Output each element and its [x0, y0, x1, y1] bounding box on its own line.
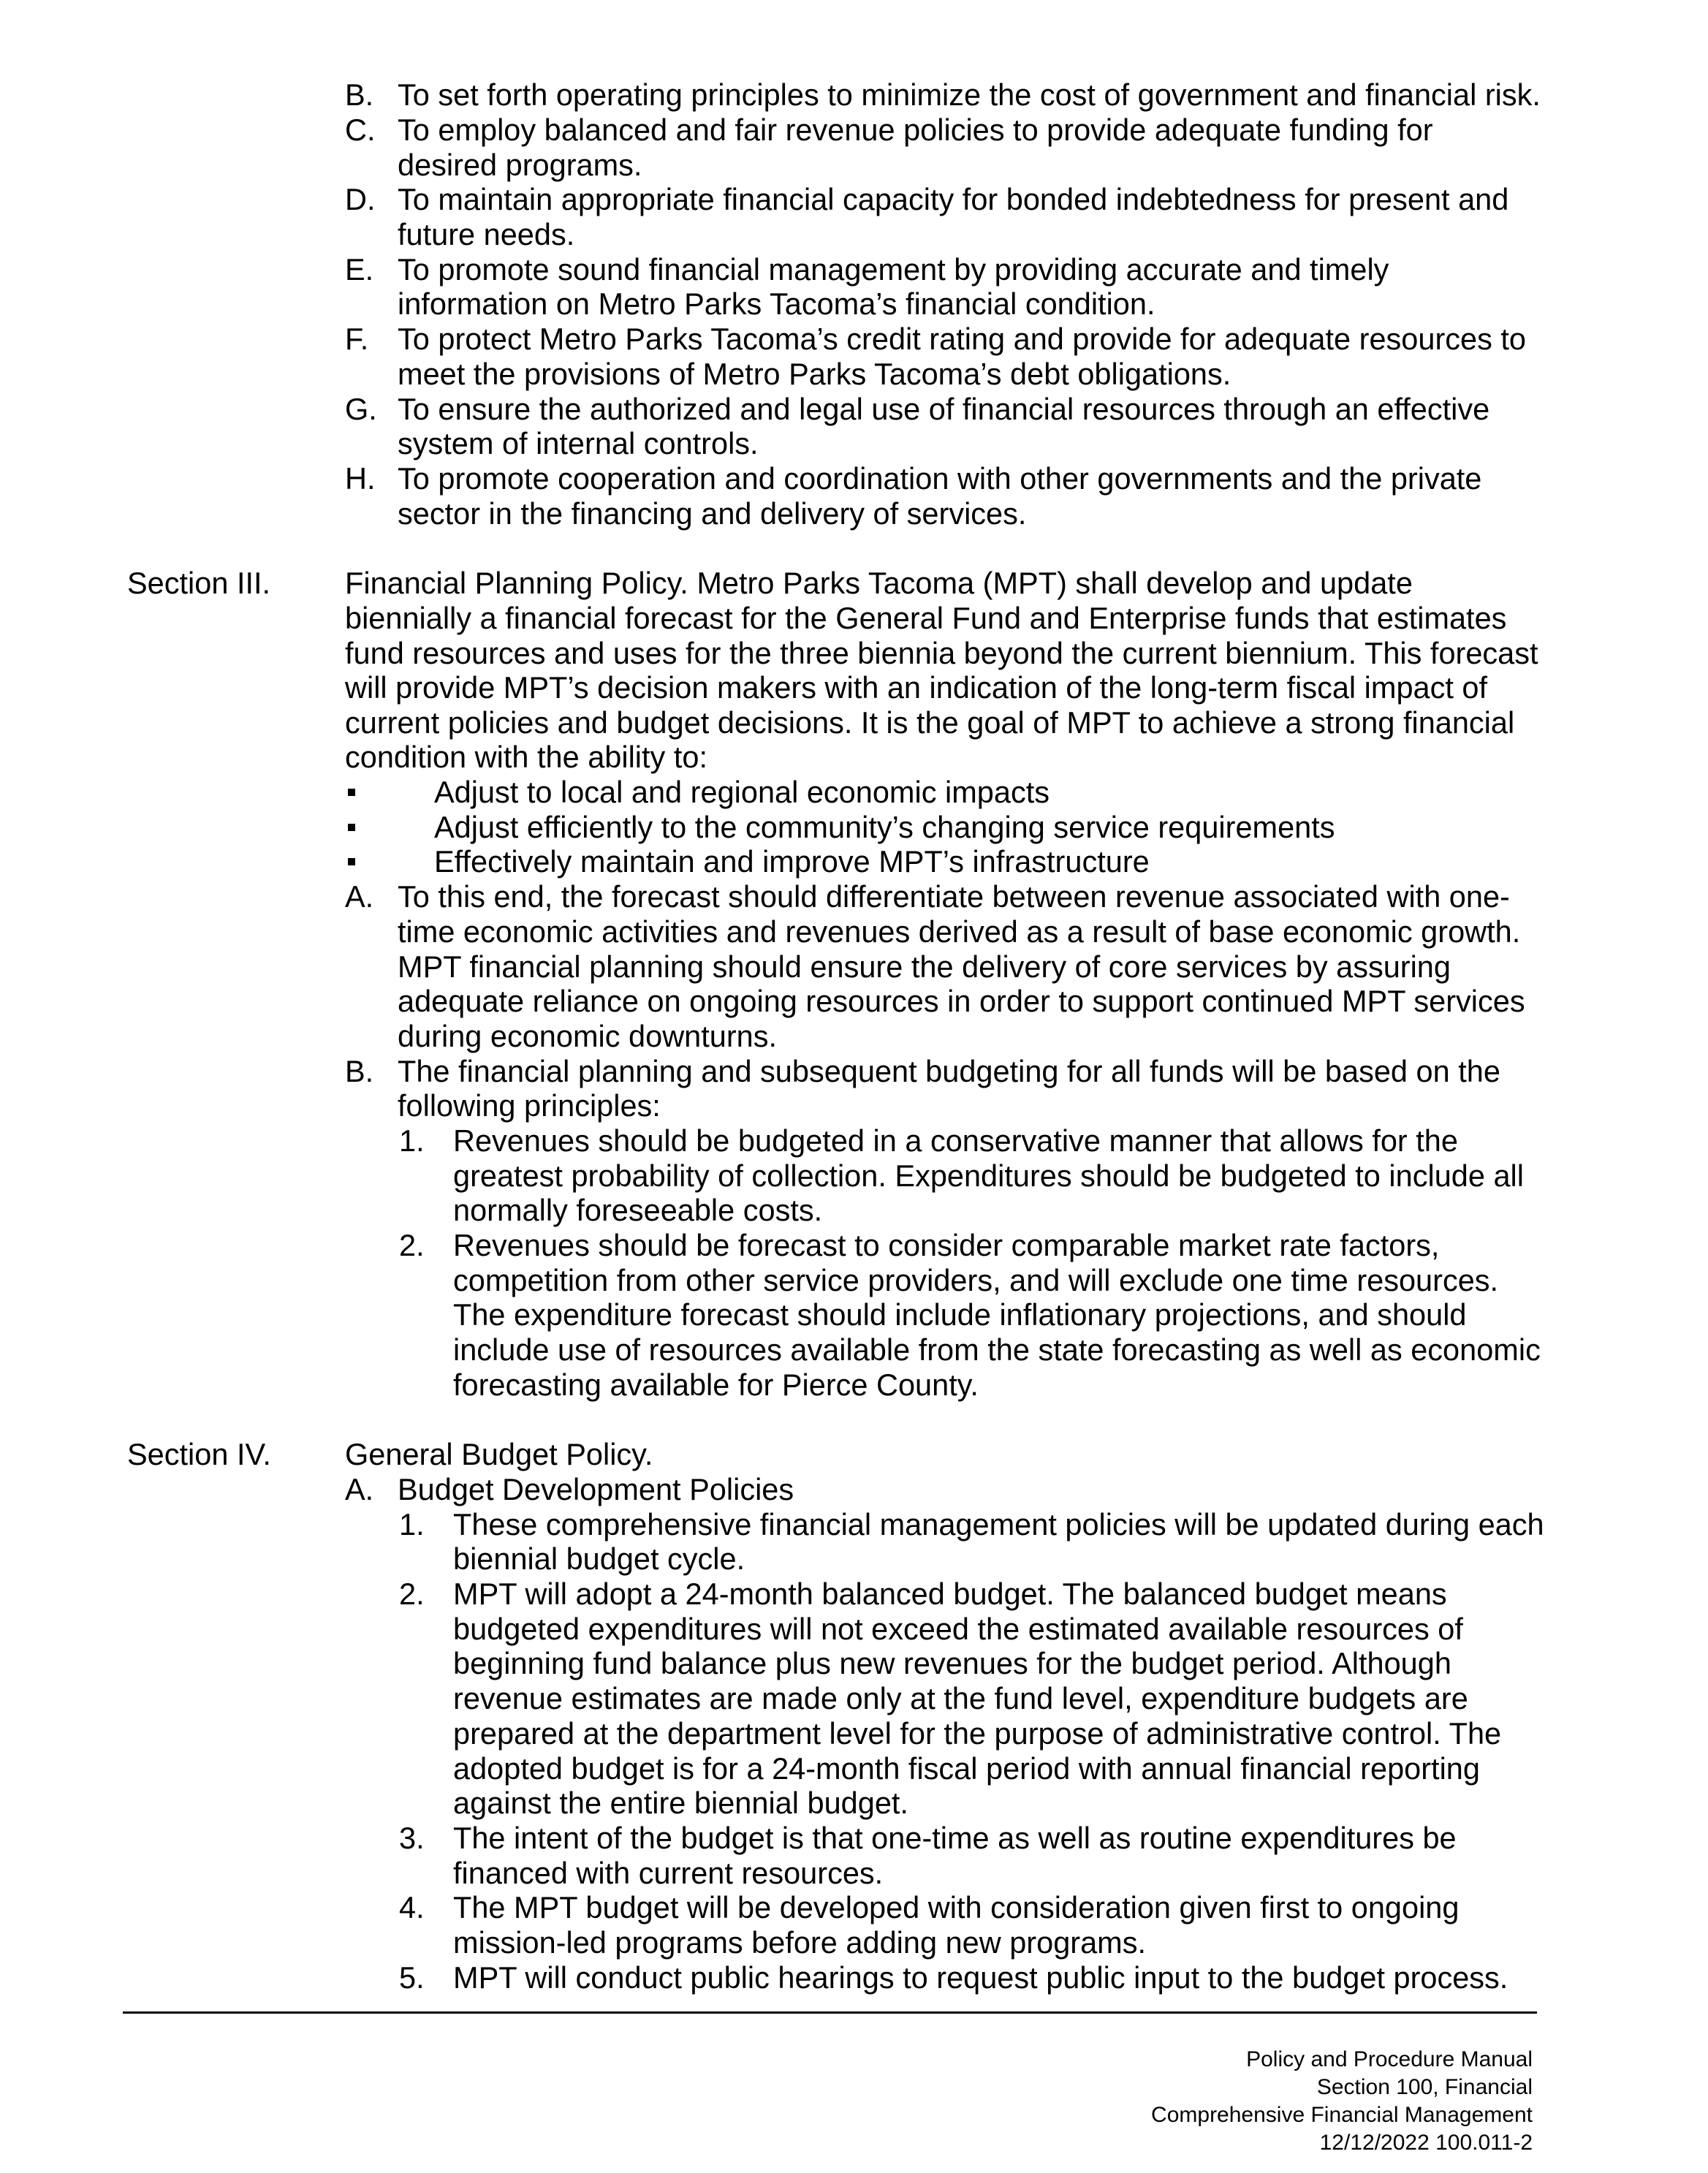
principle-2-text: competition from other service providers, and will exclude one time resources.	[453, 1263, 1499, 1297]
bullet-square-icon	[348, 789, 355, 796]
objective-d-text: future needs.	[398, 217, 575, 251]
section-iii-intro: will provide MPT’s decision makers with an indication of the long-term fiscal impact of	[345, 670, 1488, 705]
section-iii-bullet: Effectively maintain and improve MPT’s infrastructure	[434, 844, 1150, 879]
objective-c-text: desired programs.	[398, 148, 642, 182]
principle-2-text: The expenditure forecast should include inflationary projections, and should	[453, 1297, 1467, 1332]
principle-1-text: normally foreseeable costs.	[453, 1193, 823, 1227]
section-iii-intro: Financial Planning Policy. Metro Parks Tacoma (MPT) shall develop and update	[345, 566, 1413, 600]
objective-d-text: To maintain appropriate financial capacity for bonded indebtedness for present and	[398, 182, 1509, 216]
objective-e-text: information on Metro Parks Tacoma’s financial condition.	[398, 287, 1155, 321]
policy-3-text: The intent of the budget is that one-time as well as routine expenditures be	[453, 1821, 1457, 1855]
principle-1-text: Revenues should be budgeted in a conservative manner that allows for the	[453, 1123, 1458, 1158]
section-iv-a-title: Budget Development Policies	[398, 1472, 794, 1506]
policy-2-text: budgeted expenditures will not exceed the estimated available resources of	[453, 1612, 1463, 1646]
section-iv-a-marker: A.	[345, 1472, 374, 1506]
footer-topic: Comprehensive Financial Management	[1151, 2103, 1533, 2127]
objective-g-text: To ensure the authorized and legal use of financial resources through an effective	[398, 392, 1490, 426]
section-iii-b-marker: B.	[345, 1054, 374, 1088]
policy-3-text: financed with current resources.	[453, 1856, 884, 1890]
policy-2-text: beginning fund balance plus new revenues for the budget period. Although	[453, 1646, 1451, 1680]
section-iii-intro: current policies and budget decisions. It is the goal of MPT to achieve a strong financial	[345, 705, 1515, 740]
objective-d-marker: D.	[345, 182, 376, 216]
objective-h-marker: H.	[345, 461, 376, 496]
objective-g-text: system of internal controls.	[398, 426, 759, 460]
section-iii-a-text: To this end, the forecast should differentiate between revenue associated with one-	[398, 879, 1510, 914]
objective-b-marker: B.	[345, 77, 374, 112]
objective-f-text: To protect Metro Parks Tacoma’s credit rating and provide for adequate resources to	[398, 322, 1526, 356]
section-iii-label: Section III.	[127, 566, 271, 600]
section-iii-a-marker: A.	[345, 879, 374, 914]
objective-b-text: To set forth operating principles to minimize the cost of government and financial risk.	[398, 77, 1541, 112]
policy-2-text: prepared at the department level for the purpose of administrative control. The	[453, 1716, 1502, 1751]
objective-e-text: To promote sound financial management by providing accurate and timely	[398, 252, 1389, 287]
footer-divider	[123, 2011, 1537, 2014]
policy-1-text: These comprehensive financial management policies will be updated during each	[453, 1507, 1544, 1541]
policy-1-text: biennial budget cycle.	[453, 1541, 745, 1576]
policy-4-text: mission-led programs before adding new programs.	[453, 1925, 1147, 1960]
principle-1-text: greatest probability of collection. Expenditures should be budgeted to include all	[453, 1158, 1524, 1193]
objective-h-text: sector in the financing and delivery of services.	[398, 496, 1027, 531]
section-iv-title: General Budget Policy.	[345, 1437, 653, 1471]
section-iii-intro: condition with the ability to:	[345, 740, 707, 774]
policy-5-marker: 5.	[399, 1960, 425, 1995]
policy-4-marker: 4.	[399, 1890, 425, 1924]
principle-1-marker: 1.	[399, 1123, 425, 1158]
principle-2-text: forecasting available for Pierce County.	[453, 1368, 979, 1402]
section-iii-a-text: MPT financial planning should ensure the delivery of core services by assuring	[398, 949, 1451, 984]
section-iii-bullet: Adjust to local and regional economic impacts	[434, 775, 1050, 809]
section-iii-b-text: The financial planning and subsequent budgeting for all funds will be based on the	[398, 1054, 1500, 1088]
footer-section: Section 100, Financial	[1316, 2075, 1533, 2099]
principle-2-text: include use of resources available from the state forecasting as well as economic	[453, 1332, 1541, 1367]
policy-5-text: MPT will conduct public hearings to request public input to the budget process.	[453, 1960, 1508, 1995]
principle-2-text: Revenues should be forecast to consider comparable market rate factors,	[453, 1228, 1440, 1262]
principle-2-marker: 2.	[399, 1228, 425, 1262]
section-iii-a-text: time economic activities and revenues derived as a result of base economic growth.	[398, 914, 1521, 949]
policy-2-text: MPT will adopt a 24-month balanced budget. The balanced budget means	[453, 1577, 1447, 1611]
objective-e-marker: E.	[345, 252, 374, 287]
policy-2-text: against the entire biennial budget.	[453, 1786, 908, 1820]
policy-4-text: The MPT budget will be developed with consideration given first to ongoing	[453, 1890, 1460, 1924]
objective-c-text: To employ balanced and fair revenue policies to provide adequate funding for	[398, 113, 1433, 147]
footer-manual: Policy and Procedure Manual	[1246, 2047, 1533, 2071]
policy-1-marker: 1.	[399, 1507, 425, 1541]
section-iii-bullet: Adjust efficiently to the community’s changing service requirements	[434, 810, 1335, 844]
bullet-square-icon	[348, 824, 355, 831]
objective-h-text: To promote cooperation and coordination with other governments and the private	[398, 461, 1482, 496]
objective-c-marker: C.	[345, 113, 376, 147]
policy-3-marker: 3.	[399, 1821, 425, 1855]
section-iii-a-text: during economic downturns.	[398, 1019, 778, 1053]
objective-f-text: meet the provisions of Metro Parks Tacoma’s debt obligations.	[398, 357, 1231, 391]
footer-date-code: 12/12/2022 100.011-2	[1319, 2131, 1533, 2155]
section-iii-b-text: following principles:	[398, 1088, 661, 1123]
policy-2-text: adopted budget is for a 24-month fiscal period with annual financial reporting	[453, 1751, 1480, 1786]
policy-2-text: revenue estimates are made only at the fund level, expenditure budgets are	[453, 1681, 1468, 1715]
objective-g-marker: G.	[345, 392, 377, 426]
section-iii-intro: fund resources and uses for the three biennia beyond the current biennium. This forecast	[345, 636, 1538, 670]
policy-2-marker: 2.	[399, 1577, 425, 1611]
section-iv-label: Section IV.	[127, 1437, 271, 1471]
objective-f-marker: F.	[345, 322, 369, 356]
section-iii-a-text: adequate reliance on ongoing resources in order to support continued MPT services	[398, 984, 1525, 1018]
section-iii-intro: biennially a financial forecast for the General Fund and Enterprise funds that estimates	[345, 601, 1507, 635]
bullet-square-icon	[348, 858, 355, 865]
